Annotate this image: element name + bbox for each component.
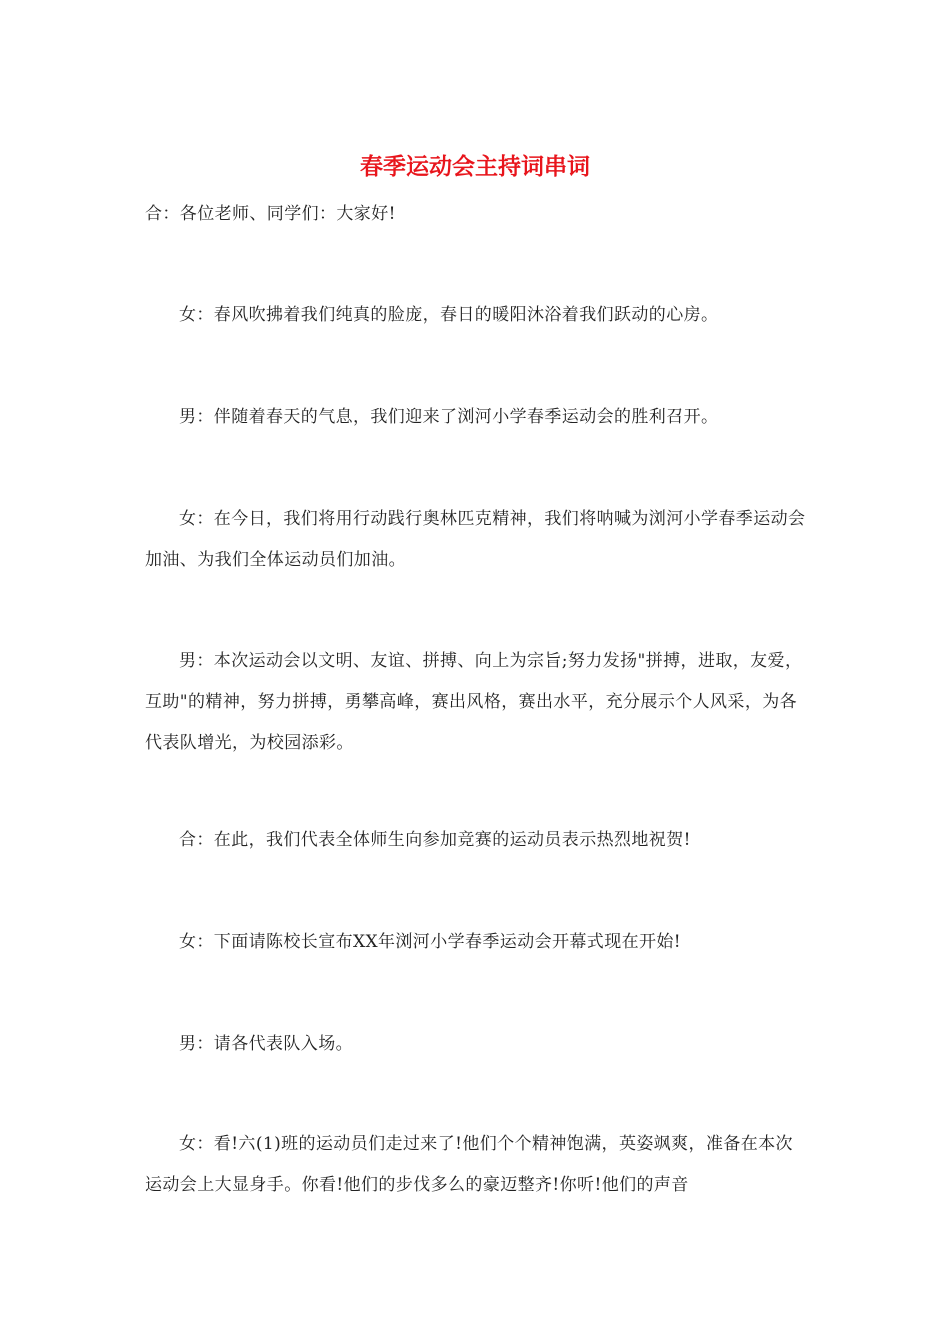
paragraph-together: 合：在此，我们代表全体师生向参加竞赛的运动员表示热烈地祝贺! [179,830,691,850]
paragraph-female-2: 女：在今日，我们将用行动践行奥林匹克精神，我们将呐喊为浏河小学春季运动会加油、为我们全体运动员们加油。 [145,509,806,570]
paragraph-female-3: 女：下面请陈校长宣布XX年浏河小学春季运动会开幕式现在开始! [179,932,682,952]
paragraph-male-3: 男：请各代表队入场。 [179,1034,353,1054]
paragraph-female-4: 女：看!六(1)班的运动员们走过来了!他们个个精神饱满，英姿飒爽，准备在本次运动会上大显身手。你看!他们的步伐多么的豪迈整齐!你听!他们的声音 [145,1134,793,1195]
document-title: 春季运动会主持词串词 [360,153,590,180]
paragraph-greeting: 合：各位老师、同学们：大家好! [145,204,396,224]
paragraph-female-1: 女：春风吹拂着我们纯真的脸庞，春日的暖阳沐浴着我们跃动的心房。 [179,305,719,325]
paragraph-male-2: 男：本次运动会以文明、友谊、拼搏、向上为宗旨;努力发扬"拼搏，进取，友爱，互助"的精神，努力拼搏，勇攀高峰，赛出风格，赛出水平，充分展示个人风采，为各代表队增光，为校园添彩。 [145,651,803,753]
paragraph-male-1: 男：伴随着春天的气息，我们迎来了浏河小学春季运动会的胜利召开。 [179,407,719,427]
